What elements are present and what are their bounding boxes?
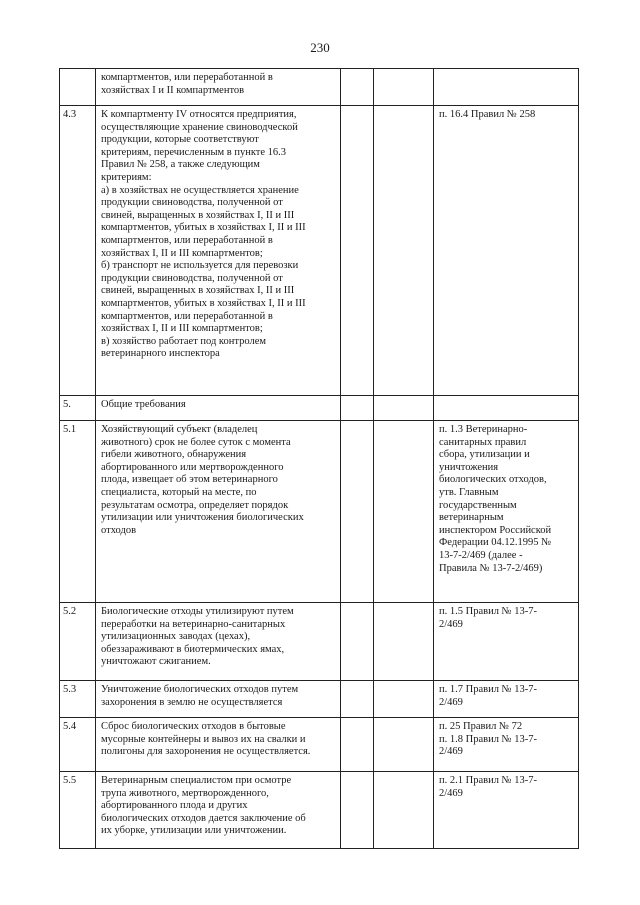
empty-cell: [374, 603, 434, 681]
empty-cell: [341, 421, 374, 603]
requirement-text: Биологические отходы утилизируют путем переработки на ветеринарно-санитарных утилизационных заводах (цехах), обеззараживают в биотермических ямах, уничтожают сжиганием.: [96, 603, 341, 681]
legal-reference: [434, 396, 579, 421]
empty-cell: [341, 718, 374, 772]
empty-cell: [374, 396, 434, 421]
table-row: [60, 718, 579, 772]
table-row: [60, 772, 579, 849]
empty-cell: [341, 681, 374, 718]
row-number: [60, 69, 96, 106]
row-number: 5.5: [60, 772, 96, 849]
table-row: [60, 603, 579, 681]
requirement-text: Ветеринарным специалистом при осмотре трупа животного, мертворожденного, абортированного плода и других биологических отходов дается заключение об их уборке, утилизации или уничтожении.: [96, 772, 341, 849]
table-row: [60, 421, 579, 603]
legal-reference: п. 25 Правил № 72 п. 1.8 Правил № 13-7- 2/469: [434, 718, 579, 772]
legal-reference: п. 2.1 Правил № 13-7- 2/469: [434, 772, 579, 849]
page-number: 230: [310, 40, 330, 55]
legal-reference: п. 1.7 Правил № 13-7- 2/469: [434, 681, 579, 718]
legal-reference: п. 16.4 Правил № 258: [434, 106, 579, 396]
requirement-text: К компартменту IV относятся предприятия, осуществляющие хранение свиноводческой продукции, которые соответствуют критериям, перечисленным в пункте 16.3 Правил № 258, а также следующим критериям: а) в хозяйствах не осуществляется хранение продукции свиноводства, полученной от свиней, выращенных в хозяйствах I, II и III компартментов, убитых в хозяйствах I, II и III компартментов, или переработанной в хозяйствах I, II и III компартментов; б) транспорт не используется для перевозки продукции свиноводства, полученной от свиней, выращенных в хозяйствах I, II и III компартментов, убитых в хозяйствах I, II и III компартментов, или переработанной в хозяйствах I, II и III компартментов; в) хозяйство работает под контролем ветеринарного инспектора: [96, 106, 341, 396]
row-number: 5.4: [60, 718, 96, 772]
legal-reference: п. 1.5 Правил № 13-7- 2/469: [434, 603, 579, 681]
requirement-text: компартментов, или переработанной в хозяйствах I и II компартментов: [96, 69, 341, 106]
row-number: 5.2: [60, 603, 96, 681]
empty-cell: [374, 681, 434, 718]
empty-cell: [341, 106, 374, 396]
empty-cell: [374, 421, 434, 603]
legal-reference: п. 1.3 Ветеринарно- санитарных правил сбора, утилизации и уничтожения биологических отходов, утв. Главным государственным ветеринарным инспектором Российской Федерации 04.12.1995 № 13-7-2/469 (далее - Правила № 13-7-2/469): [434, 421, 579, 603]
requirement-text: Уничтожение биологических отходов путем захоронения в землю не осуществляется: [96, 681, 341, 718]
table-row: [60, 681, 579, 718]
empty-cell: [374, 106, 434, 396]
row-number: 4.3: [60, 106, 96, 396]
legal-reference: [434, 69, 579, 106]
empty-cell: [341, 772, 374, 849]
empty-cell: [341, 396, 374, 421]
row-number: 5.3: [60, 681, 96, 718]
empty-cell: [374, 772, 434, 849]
table-row: [60, 396, 579, 421]
requirement-text: Сброс биологических отходов в бытовые мусорные контейнеры и вывоз их на свалки и полигоны для захоронения не осуществляется.: [96, 718, 341, 772]
section-title: Общие требования: [96, 396, 341, 421]
section-number: 5.: [60, 396, 96, 421]
empty-cell: [341, 69, 374, 106]
row-number: 5.1: [60, 421, 96, 603]
empty-cell: [341, 603, 374, 681]
table-row: [60, 106, 579, 396]
requirement-text: Хозяйствующий субъект (владелец животного) срок не более суток с момента гибели животного, обнаружения абортированного или мертворожденного плода, извещает об этом ветеринарного специалиста, который на месте, по результатам осмотра, определяет порядок утилизации или уничтожения биологических отходов: [96, 421, 341, 603]
empty-cell: [374, 69, 434, 106]
table-row: [60, 69, 579, 106]
empty-cell: [374, 718, 434, 772]
requirements-table: [59, 68, 579, 849]
